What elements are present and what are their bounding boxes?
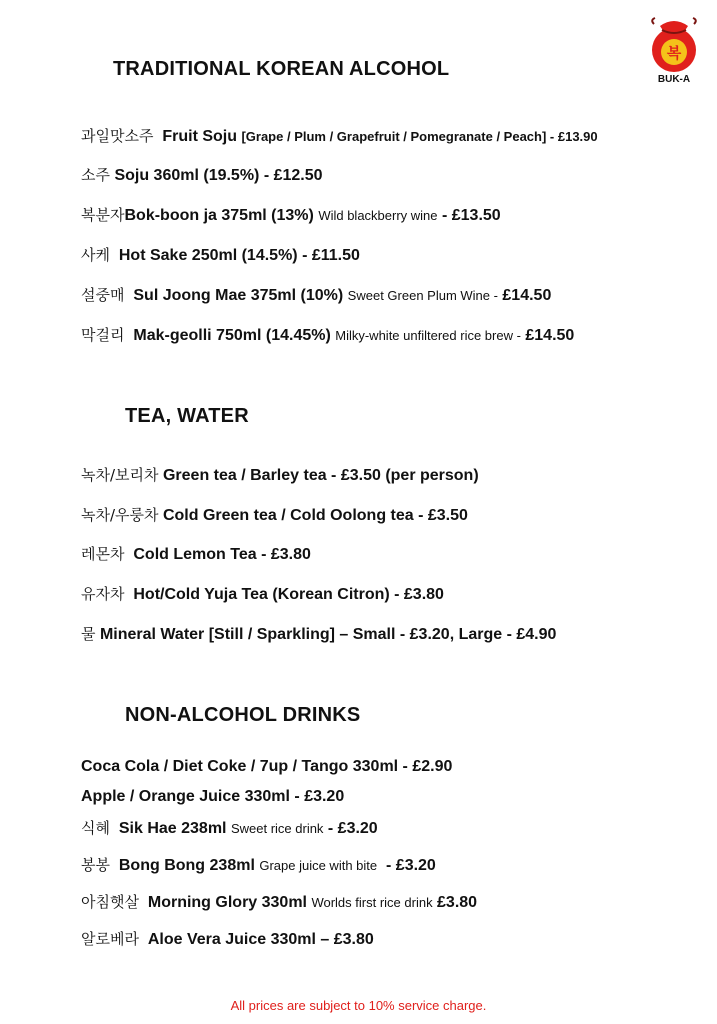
menu-item-soft-drinks: Coca Cola / Diet Coke / 7up / Tango 330ml - £2.90 xyxy=(81,758,453,775)
menu-item-juice: Apple / Orange Juice 330ml - £3.20 xyxy=(81,788,345,805)
section-title-alcohol: TRADITIONAL KOREAN ALCOHOL xyxy=(113,58,450,80)
menu-item-bokboonja: 복분자Bok-boon ja 375ml (13%) Wild blackberry wine - £13.50 xyxy=(81,206,501,224)
menu-item-yuja-tea: 유자차 Hot/Cold Yuja Tea (Korean Citron) - £3.80 xyxy=(81,585,444,603)
menu-item-hot-sake: 사케 Hot Sake 250ml (14.5%) - £11.50 xyxy=(81,246,360,264)
menu-item-morning-glory: 아침햇살 Morning Glory 330ml Worlds first rice drink £3.80 xyxy=(81,893,478,911)
menu-item-aloe-vera: 알로베라 Aloe Vera Juice 330ml – £3.80 xyxy=(81,930,374,948)
menu-item-cold-green-oolong: 녹차/우룽차 Cold Green tea / Cold Oolong tea - £3.50 xyxy=(81,506,468,524)
logo-text: BUK-A xyxy=(657,74,691,85)
menu-item-mineral-water: 물 Mineral Water [Still / Sparkling] – Small - £3.20, Large - £4.90 xyxy=(81,625,557,643)
menu-item-cold-lemon-tea: 레몬차 Cold Lemon Tea - £3.80 xyxy=(81,545,311,563)
menu-item-green-barley-tea: 녹차/보리차 Green tea / Barley tea - £3.50 (per person) xyxy=(81,466,479,484)
menu-item-bong-bong: 봉봉 Bong Bong 238ml Grape juice with bite - £3.20 xyxy=(81,856,436,874)
service-charge-note: All prices are subject to 10% service charge. xyxy=(230,998,487,1013)
section-title-tea-water: TEA, WATER xyxy=(125,405,249,427)
lucky-bag-icon xyxy=(646,12,702,74)
buk-a-logo xyxy=(646,12,702,92)
section-title-non-alcohol: NON-ALCOHOL DRINKS xyxy=(125,704,361,726)
menu-item-soju: 소주 Soju 360ml (19.5%) - £12.50 xyxy=(81,166,323,184)
menu-item-sul-joong-mae: 설중매 Sul Joong Mae 375ml (10%) Sweet Green Plum Wine - £14.50 xyxy=(81,286,552,304)
menu-item-makgeolli: 막걸리 Mak-geolli 750ml (14.45%) Milky-white unfiltered rice brew - £14.50 xyxy=(81,326,575,344)
menu-item-fruit-soju: 과일맛소주 Fruit Soju [Grape / Plum / Grapefruit / Pomegranate / Peach] - £13.90 xyxy=(81,127,598,145)
svg-text:복: 복 xyxy=(666,44,682,62)
menu-item-sik-hae: 식혜 Sik Hae 238ml Sweet rice drink - £3.20 xyxy=(81,819,378,837)
